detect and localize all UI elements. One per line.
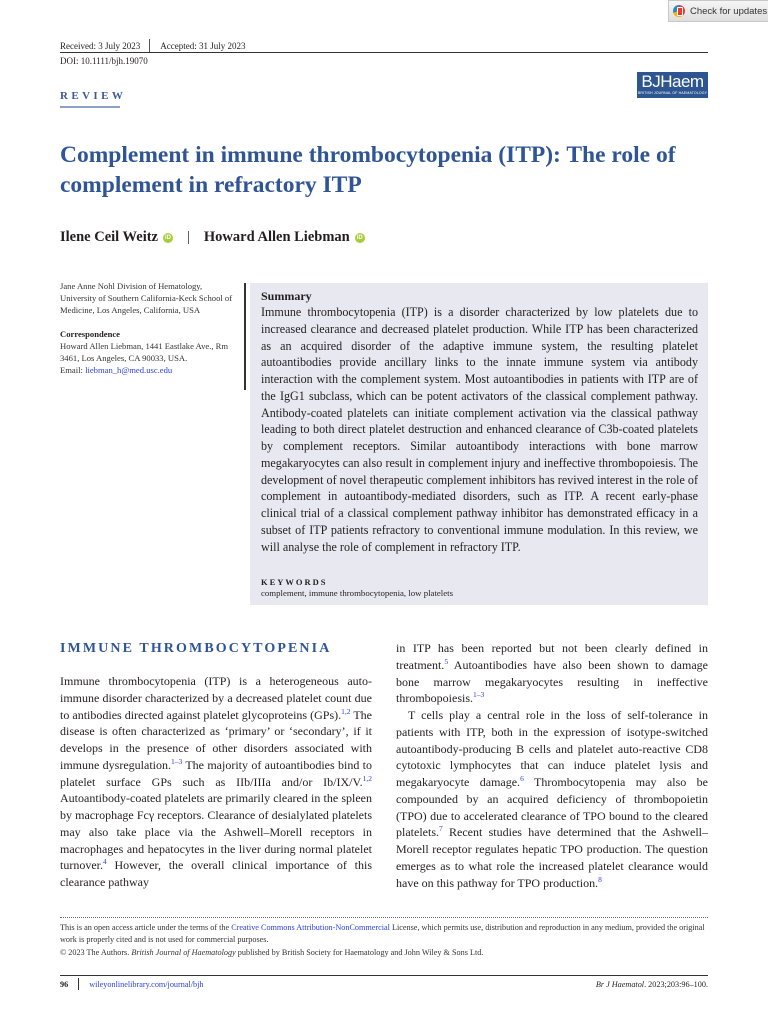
article-dates — [60, 39, 245, 53]
keywords-heading: KEYWORDS — [261, 577, 328, 588]
keywords: complement, immune thrombocytopenia, low platelets — [261, 588, 454, 599]
header-rule — [60, 52, 708, 53]
logo-subtext: BRITISH JOURNAL OF HAEMATOLOGY — [637, 91, 708, 95]
journal-url-link[interactable]: wileyonlinelibrary.com/journal/bjh — [89, 979, 204, 989]
summary-text: Immune thrombocytopenia (ITP) is a disorder characterized by low platelets due to increased clearance and decreased platelet production. While ITP has been characterized as an acquired disorder of the adaptive immune system, the resulting platelet autoantibodies provide ancillary links to the innate immune system via antibody interaction with the complement system. Most autoantibodies in patients with ITP are of the IgG1 subclass, which can be potent activators of the classical complement pathway. Antibody-coated platelets can initiate complement activation via the classical pathway leading to both direct platelet destruction and enhanced clearance of C3b-coated platelets by complement receptors. Similar autoantibody interactions with bone marrow megakaryocytes can also result in complement injury and ineffective thrombopoiesis. The development of novel therapeutic complement inhibitors has revived interest in the role of complement in autoantibody-mediated disorders, such as ITP. A recent early-phase clinical trial of a classical complement pathway inhibitor has demonstrated efficacy in a subset of ITP patients refractory to conventional immune modulation. In this review, we will analyse the role of complement in refractory ITP. — [261, 305, 698, 554]
body-column-left — [60, 673, 372, 891]
page-number: 96 — [60, 979, 69, 989]
correspondence-heading: Correspondence — [60, 329, 120, 339]
body-text: T cells play a central role in the loss of self-tolerance in patients with ITP, both in the expression of isotype-switched autoantibody-producing B cells and platelet auto-reactive CD8 cytotoxic lymphocytes that can induce platelet lysis and megakaryocyte damage. — [396, 708, 708, 789]
body-text: Thrombocytopenia may also be compounded by an acquired deficiency of thrombopoietin (TPO) due to accelerated clearance of TPO bound to the cleared platelets. — [396, 775, 709, 840]
body-text: Immune thrombocytopenia (ITP) is a heterogeneous autoimmune disorder characterized by a decreased platelet count due to antibodies directed against platelet glycoproteins (GPs). — [60, 674, 372, 722]
citation-reference-link[interactable]: 1–3 — [170, 756, 183, 766]
section-heading: IMMUNE THROMBOCYTOPENIA — [60, 641, 332, 656]
citation — [596, 980, 708, 989]
affiliation: Jane Anne Nohl Division of Hematology, University of Southern California-Keck School of Medicine, Los Angeles, California, USA — [60, 281, 233, 315]
license-notice — [60, 922, 708, 959]
license-text: License, which permits use, distribution and reproduction in any medium, provided the original work is properly cited and is not used for commercial purposes. — [60, 923, 705, 945]
citation-reference-link[interactable]: 1–3 — [473, 690, 485, 700]
article-type-underline — [60, 106, 120, 108]
author-list — [60, 229, 365, 246]
citation-reference-link[interactable]: 5 — [444, 656, 449, 666]
email-link[interactable]: liebman_h@med.usc.edu — [85, 365, 173, 375]
received-date: Received: 3 July 2023 — [60, 41, 141, 51]
divider — [149, 39, 150, 53]
citation-reference-link[interactable]: 4 — [103, 857, 107, 867]
article-type: REVIEW — [60, 90, 127, 102]
citation-reference-link[interactable]: 7 — [438, 824, 443, 834]
body-text: Autoantibodies have also been shown to damage bone marrow megakaryocytes resulting in ineffective thrombopoiesis. — [396, 657, 708, 706]
license-text: This is an open access article under the terms of the — [60, 923, 232, 932]
body-text: The disease is often characterized as ‘primary’ or ‘secondary’, if it develops in the presence of other disorders associated with immune dysregulation. — [60, 707, 372, 772]
body-text: in ITP has been reported but not been clearly defined in treatment. — [396, 641, 708, 672]
citation-reference-link[interactable]: 8 — [598, 874, 602, 884]
author-name[interactable]: Howard Allen Liebman — [203, 229, 350, 245]
doi: DOI: 10.1111/bjh.19070 — [60, 56, 148, 66]
email-label: Email: — [60, 365, 86, 375]
copyright-text: © 2023 The Authors. — [60, 947, 132, 957]
copyright-text: published by British Society for Haematology and John Wiley & Sons Ltd. — [235, 947, 484, 957]
page-footer — [60, 978, 708, 990]
correspondence-address: Howard Allen Liebman, 1441 Eastlake Ave., Rm 3461, Los Angeles, CA 90033, USA. — [60, 341, 229, 363]
citation-journal: Br J Haematol — [595, 979, 645, 989]
body-text: Autoantibody-coated platelets are primarily cleared in the spleen by macrophage Fcγ receptors. Clearance of desialylated platelets may also take place via the Ashwell–Morell receptors in macrophages and hepatocytes in the liver during normal platelet turnover. — [60, 791, 372, 873]
license-dotted-rule — [60, 917, 708, 918]
orcid-icon[interactable]: iD — [165, 234, 171, 241]
body-column-right — [396, 640, 708, 891]
accepted-date: Accepted: 31 July 2023 — [160, 41, 246, 51]
affiliation-block — [60, 280, 240, 376]
logo-text: BJHaem — [641, 72, 704, 91]
body-text: Recent studies have determined that the Ashwell–Morell receptor regulates hepatic TPO production. The question emerges as to what role the increased platelet clearance would have on this pathway for TPO production. — [396, 825, 708, 890]
journal-logo — [637, 72, 708, 98]
citation-reference-link[interactable]: 6 — [520, 774, 524, 783]
citation-reference-link[interactable]: 1,2 — [362, 773, 372, 783]
body-text: The majority of autoantibodies bind to platelet surface GPs such as IIb/IIIa and/or Ib/IX/V. — [60, 757, 372, 789]
license-link[interactable]: Creative Commons Attribution-NonCommercial — [231, 923, 390, 932]
summary-box — [250, 283, 708, 605]
check-for-updates-label: Check for updates — [690, 5, 768, 17]
author-name[interactable]: Ilene Ceil Weitz — [60, 229, 158, 245]
journal-name: British Journal of Haematology — [131, 947, 236, 957]
orcid-icon[interactable]: iD — [356, 234, 363, 241]
check-for-updates-button[interactable] — [668, 0, 768, 22]
crossmark-icon — [673, 5, 685, 17]
body-text: However, the overall clinical importance of this clearance pathway — [60, 858, 372, 889]
footer-rule — [60, 975, 708, 976]
divider — [78, 978, 79, 990]
article-title: Complement in immune thrombocytopenia (ITP): The role of complement in refractory ITP — [60, 142, 676, 198]
citation-details: . 2023;203:96–100. — [644, 979, 708, 989]
body-paragraph — [396, 707, 708, 891]
body-paragraph — [396, 640, 708, 707]
citation-reference-link[interactable]: 1,2 — [341, 706, 351, 716]
body-paragraph — [60, 673, 372, 891]
summary-heading: Summary — [261, 289, 312, 303]
author-separator: | — [187, 229, 190, 245]
column-divider — [244, 283, 246, 390]
